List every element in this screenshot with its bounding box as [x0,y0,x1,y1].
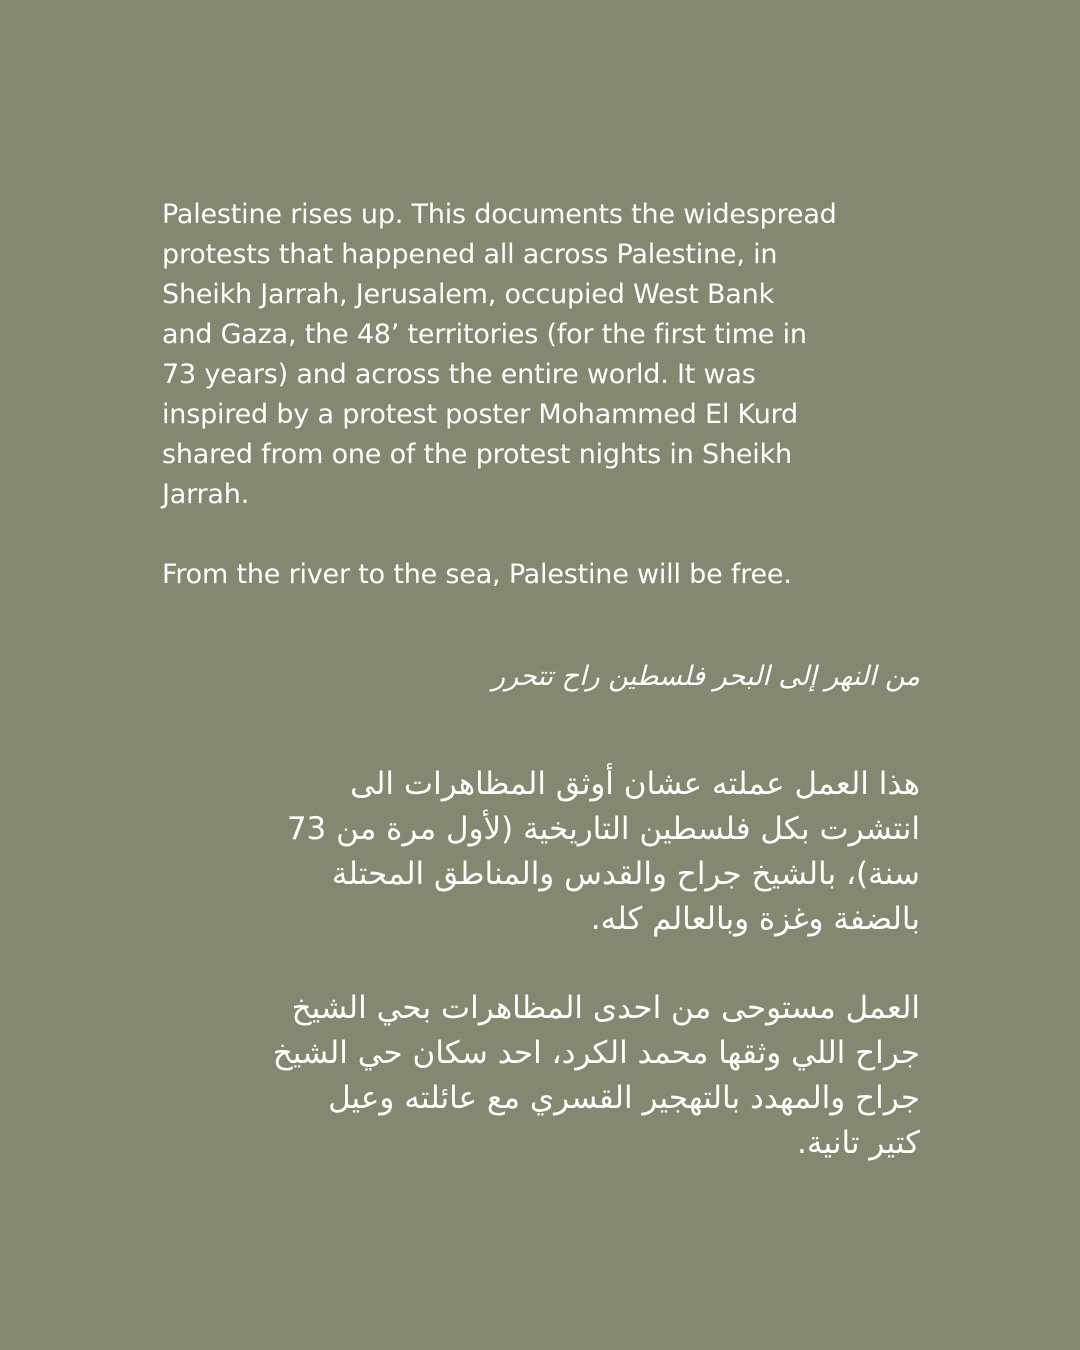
arabic-calligraphy-slogan: من النهر إلى البحر فلسطين راح تتحرر [492,661,920,692]
arabic-line: بالضفة وغزة وبالعالم كله. [590,901,920,937]
english-line: protests that happened all across Palestine, in [162,239,778,270]
english-line: and Gaza, the 48’ territories (for the first time in [162,319,807,350]
english-line: shared from one of the protest nights in Sheikh [162,439,792,470]
english-line: Sheikh Jarrah, Jerusalem, occupied West Bank [162,279,775,310]
english-paragraph [162,195,920,515]
english-line: 73 years) and across the entire world. It was [162,359,756,390]
arabic-line: هذا العمل عملته عشان أوثق المظاهرات الى [350,766,920,802]
arabic-line: سنة)، بالشيخ جراح والقدس والمناطق المحتلة [331,856,920,892]
arabic-line: كتير تانية. [797,1125,920,1161]
english-line: Jarrah. [162,479,250,510]
english-slogan-block [162,555,920,595]
arabic-paragraph-2 [162,986,920,1166]
arabic-line: انتشرت بكل فلسطين التاريخية (لأول مرة من 73 [286,811,920,847]
arabic-paragraph-1 [162,762,920,942]
english-line: inspired by a protest poster Mohammed El Kurd [162,399,798,430]
english-line: Palestine rises up. This documents the widespread [162,199,837,230]
english-slogan: From the river to the sea, Palestine will be free. [162,559,792,590]
arabic-line: جراح اللي وثقها محمد الكرد، احد سكان حي الشيخ [272,1035,920,1071]
arabic-line: العمل مستوحى من احدى المظاهرات بحي الشيخ [291,990,920,1026]
arabic-line: جراح والمهدد بالتهجير القسري مع عائلته وعيل [328,1080,920,1116]
